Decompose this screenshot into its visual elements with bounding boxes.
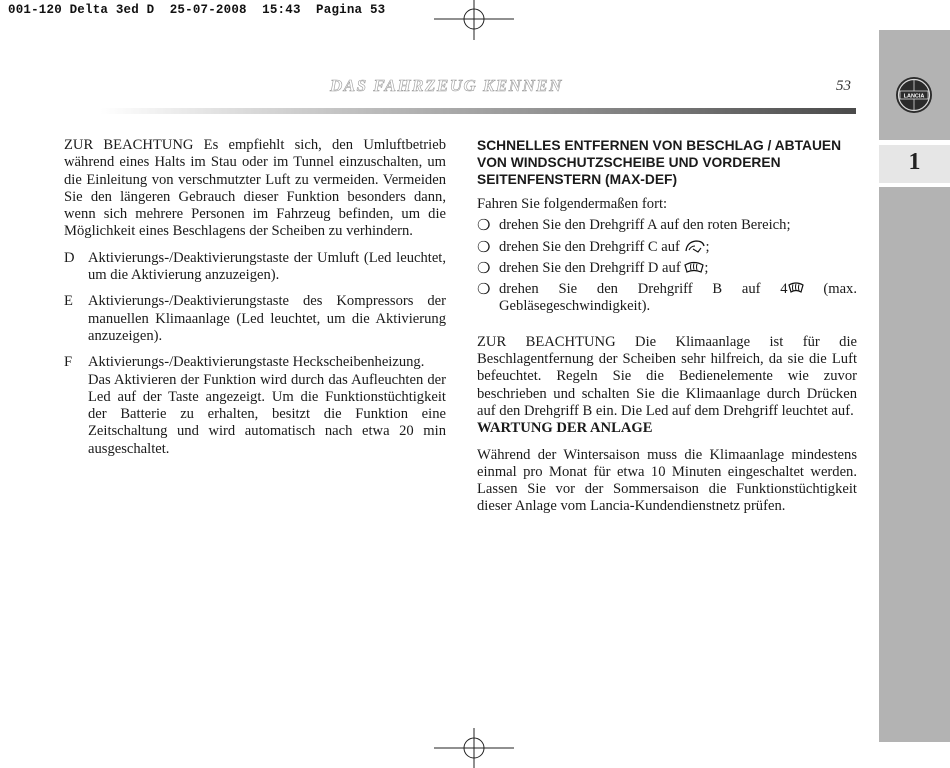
tab-divider-lower	[879, 183, 950, 187]
definition-text: Aktivierungs-/Deaktivierungstaste Heckscheibenheizung.	[88, 354, 425, 371]
chapter-box	[879, 145, 950, 183]
crop-mark-top	[434, 0, 514, 40]
list-item	[477, 260, 857, 277]
note-paragraph	[477, 334, 857, 420]
section-heading-max-def: SCHNELLES ENTFERNEN VON BESCHLAG / ABTAUEN VON WINDSCHUTZSCHEIBE UND VORDEREN SEITENFENSTERN (MAX-DEF)	[477, 138, 842, 187]
bullet-icon: ❍	[477, 216, 491, 235]
airflow-windshield-icon	[684, 239, 706, 254]
right-column	[477, 137, 857, 516]
lancia-logo-icon	[895, 76, 933, 114]
left-column	[64, 137, 446, 458]
bullet-icon: ❍	[477, 237, 491, 256]
print-slug: 001-120 Delta 3ed D 25-07-2008 15:43 Pagina 53	[8, 3, 386, 17]
note-text: Die Klimaanlage ist für die Beschlagentfernung der Scheiben sehr hilfreich, da sie die Luft befeuchtet. Regeln Sie die Bedienelemente wie zuvor beschrieben und schalten Sie die Klimaanlage durch Drücken auf den Drehgriff B ein. Die Led auf dem Drehgriff leuchtet auf.	[477, 333, 857, 419]
list-item-text: drehen Sie den Drehgriff C auf	[499, 238, 684, 255]
defrost-icon	[684, 260, 704, 275]
maintenance-text: Während der Wintersaison muss die Klimaanlage mindestens einmal pro Monat für etwa 10 Minuten eingeschaltet werden. Lassen Sie vor der Sommersaison die Funktionstüchtigkeit dieser Anlage vom Lancia-Kundendienstnetz prüfen.	[477, 446, 857, 515]
list-item	[477, 239, 857, 256]
intro-text: Fahren Sie folgendermaßen fort:	[477, 196, 668, 212]
note-text: Es empfiehlt sich, den Umluftbetrieb während eines Halts im Stau oder im Tunnel einzuschalten, um die Einleitung von verschmutzter Luft zu vermeiden. Vermeiden Sie den längeren Gebrauch dieser Funktion besonders dann, wenn sich mehrere Personen im Fahrzeug befinden, um die Möglichkeit eines Beschlagens der Scheiben zu verhindern.	[64, 137, 446, 240]
definition-item-d	[64, 250, 446, 285]
definition-letter: D	[64, 249, 75, 266]
section-heading-maintenance: WARTUNG DER ANLAGE	[477, 420, 653, 437]
chapter-number: 1	[908, 149, 921, 175]
crop-mark-bottom	[434, 728, 514, 768]
fan-max-icon	[788, 281, 804, 296]
list-item-text: drehen Sie den Drehgriff B auf 4	[499, 281, 788, 298]
note-label: ZUR BEACHTUNG	[477, 333, 616, 350]
definition-letter: F	[64, 354, 73, 371]
bullet-icon: ❍	[477, 280, 491, 299]
definition-text: Aktivierungs-/Deaktivierungstaste des Kompressors der manuellen Klimaanlage (Led leuchtet, um die Aktivierung anzuzeigen).	[88, 293, 446, 344]
note-paragraph	[64, 137, 446, 241]
definition-item-f	[64, 354, 446, 458]
list-item-text-end: (max. Gebläsegeschwindigkeit).	[499, 281, 857, 315]
chapter-side-tab	[879, 30, 950, 742]
list-item-text-end: ;	[704, 259, 709, 276]
page-number: 53	[836, 78, 851, 94]
definition-text: Aktivierungs-/Deaktivierungstaste der Umluft (Led leuchtet, um die Aktivierung anzuzeigen).	[88, 249, 446, 284]
list-item-text-end: ;	[705, 238, 710, 255]
running-title: DAS FAHRZEUG KENNEN	[330, 76, 563, 95]
list-item-text: drehen Sie den Drehgriff D auf	[499, 259, 685, 276]
definition-extra-text: Das Aktivieren der Funktion wird durch das Aufleuchten der Led auf der Taste angezeigt. Um die Funktionstüchtigkeit der Batterie zu erhalten, besitzt die Funktion eine Zeitschaltung und wird automatisch nach etwa 20 min ausgeschaltet.	[88, 371, 446, 457]
list-item-text: drehen Sie den Drehgriff A auf den roten Bereich;	[499, 217, 791, 234]
list-item	[477, 281, 857, 316]
list-item	[477, 217, 857, 234]
logo-text: LANCIA	[903, 93, 925, 100]
logo-area	[879, 30, 950, 140]
bullet-icon: ❍	[477, 258, 491, 277]
definition-item-e	[64, 293, 446, 345]
note-label: ZUR BEACHTUNG	[64, 137, 194, 153]
header-rule	[100, 108, 856, 114]
definition-letter: E	[64, 293, 73, 310]
